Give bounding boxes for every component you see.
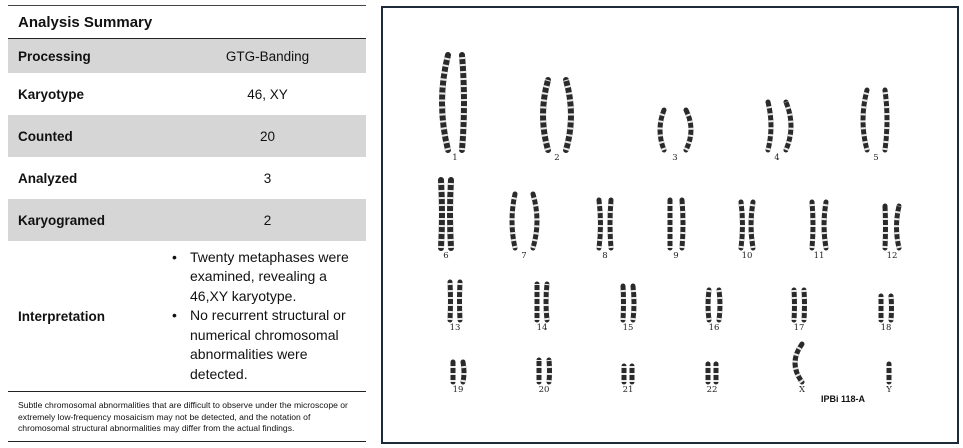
chromosome-label: 6: [443, 251, 449, 261]
row-counted: [8, 115, 366, 157]
row-value: 46, XY: [247, 86, 288, 102]
chromosome-label: 13: [449, 323, 461, 333]
chromosome-label: 7: [521, 251, 527, 261]
chromosome-label: 18: [880, 323, 892, 333]
chromosome-label: 16: [708, 323, 720, 333]
row-label: Counted: [8, 115, 169, 157]
chromosome-pair-20: [539, 360, 550, 395]
chromosome: [549, 360, 550, 382]
row-label: Analyzed: [18, 170, 78, 186]
chromosome-label: 8: [602, 251, 608, 261]
cell-line-id: IPBi 118-A: [821, 394, 866, 404]
chromosome-label: 11: [813, 251, 825, 261]
chromosome-pair-4: [768, 102, 791, 163]
chromosome-pair-15: [623, 286, 634, 333]
summary-rows: [8, 39, 366, 392]
karyogram-panel: [381, 6, 959, 444]
row-interpretation: [8, 241, 366, 392]
row-value: GTG-Banding: [169, 39, 366, 73]
chromosome-pair-12: [885, 206, 899, 261]
disclaimer-note: Subtle chromosomal abnormalities that are difficult to observe under the microscope or extremely low-frequency mosaicism may not be detected, and the notation of chromosomal structural abnormalities may differ from the actual findings.: [8, 392, 366, 442]
chromosome-label: 19: [452, 385, 464, 395]
interpretation-cell: [169, 241, 366, 392]
chromosome-pair-Y: [885, 364, 892, 395]
chromosome: [546, 284, 547, 320]
chromosome-pair-6: [441, 180, 451, 261]
karyogram-image: [383, 8, 957, 442]
chromosome: [741, 202, 743, 248]
row-value: 2: [169, 199, 366, 241]
chromosome-pair-X: [795, 344, 806, 395]
chromosome-pair-17: [794, 290, 805, 333]
chromosome-label: 17: [793, 323, 805, 333]
chromosome: [891, 296, 892, 320]
chromosome: [463, 362, 464, 382]
row-karyogramed: [8, 199, 366, 241]
chromosome-label: Y: [886, 385, 892, 395]
chromosome-pair-3: [660, 110, 691, 163]
chromosome-pair-22: [707, 364, 718, 395]
chromosome-pair-2: [543, 80, 571, 163]
chromosome-label: 4: [774, 153, 780, 163]
chromosome-label: 12: [886, 251, 898, 261]
summary-title: Analysis Summary: [8, 5, 366, 39]
chromosome-pair-11: [812, 202, 826, 261]
chromosome-label: 21: [622, 385, 634, 395]
analysis-summary-table: [8, 5, 366, 442]
chromosome-label: 5: [873, 153, 879, 163]
chromosome: [460, 282, 461, 320]
chromosome-label: 22: [706, 385, 718, 395]
chromosome-label: X: [798, 385, 806, 395]
row-label: Interpretation: [8, 241, 169, 392]
row-karyotype: [8, 73, 366, 115]
chromosome-pair-10: [741, 202, 753, 261]
interpretation-bullet: • Twenty metaphases were examined, revealing a 46,XY karyotype.: [190, 248, 365, 307]
chromosome-label: 3: [672, 153, 678, 163]
interpretation-list: [170, 248, 365, 385]
chromosome-label: 20: [538, 385, 550, 395]
row-label: Karyotype: [18, 86, 85, 102]
chromosome-pair-13: [450, 282, 461, 333]
row-value: 3: [263, 170, 272, 186]
chromosome-pair-8: [599, 200, 611, 261]
chromosome-label: 1: [452, 153, 458, 163]
chromosome: [812, 202, 813, 248]
chromosome-pair-19: [453, 362, 464, 395]
chromosome-pair-1: [442, 55, 464, 163]
chromosome-label: 9: [673, 251, 679, 261]
chromosome-pair-21: [623, 366, 634, 395]
chromosome-label: 10: [741, 251, 753, 261]
chromosome-pair-16: [708, 290, 720, 333]
chromosome-pair-5: [863, 90, 887, 163]
chromosome-pair-9: [670, 200, 683, 261]
chromosome-label: 2: [554, 153, 560, 163]
chromosome-label: 14: [536, 323, 548, 333]
chromosome-label: 15: [622, 323, 634, 333]
row-label: Processing: [8, 39, 169, 73]
chromosome-pair-18: [881, 296, 892, 333]
row-processing: [8, 39, 366, 73]
chromosome-pair-7: [512, 194, 537, 261]
row-analyzed: [8, 157, 366, 199]
interpretation-bullet: • No recurrent structural or numerical chromosomal abnormalities were detected.: [190, 306, 365, 384]
chromosome-pair-14: [537, 284, 548, 333]
row-label: Karyogramed: [8, 199, 169, 241]
chromosome: [450, 282, 451, 320]
row-value: 20: [169, 115, 366, 157]
